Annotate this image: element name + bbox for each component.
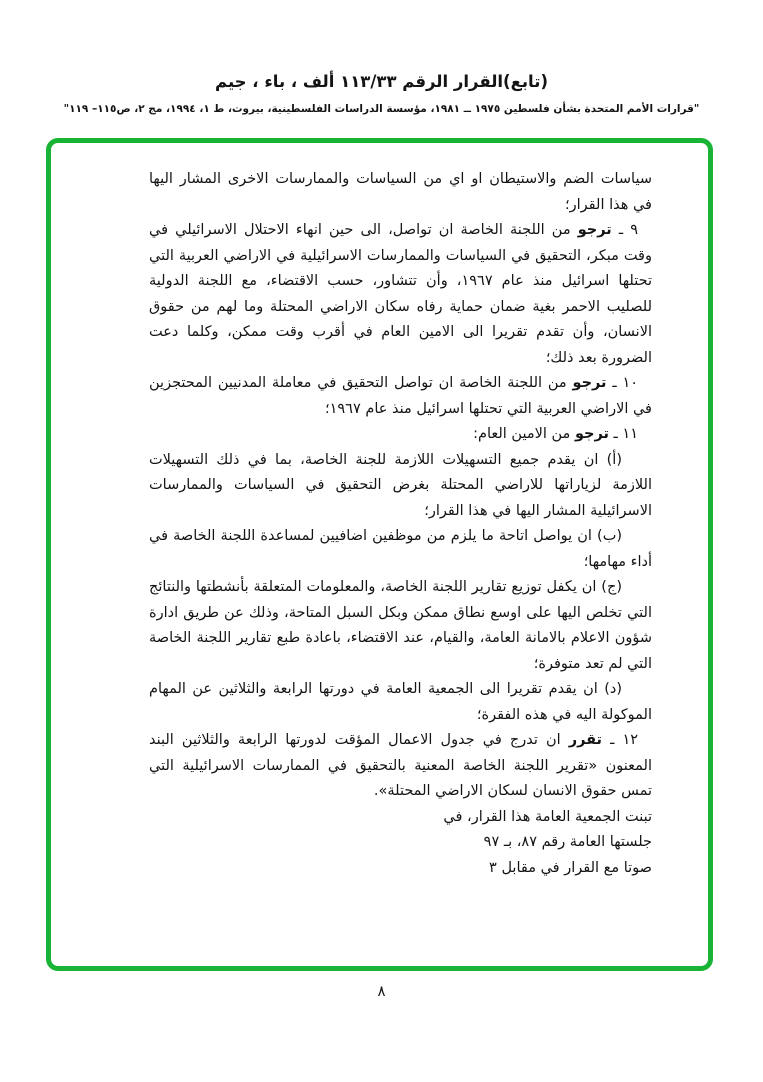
clause-number: ٩ ـ xyxy=(611,222,638,238)
paragraph-10 xyxy=(149,371,652,422)
paragraph-continuation xyxy=(149,167,652,218)
paragraph-text: ان يقدم تقريرا الى الجمعية العامة في دورتها الرابعة والثلاثين عن المهام الموكولة اليه في هذه الفقرة؛ xyxy=(149,681,652,723)
closing-line: جلستها العامة رقم ٨٧، بـ ٩٧ xyxy=(483,834,652,850)
document-frame xyxy=(46,138,713,971)
page-number: ٨ xyxy=(377,982,386,1000)
closing-line: صوتا مع القرار في مقابل ٣ xyxy=(489,859,652,876)
clause-verb: ترجو xyxy=(574,426,609,442)
clause-verb: ترجو xyxy=(577,222,612,238)
clause-letter: (أ) xyxy=(598,451,622,468)
subparagraph-c xyxy=(149,575,652,677)
clause-verb: ترجو xyxy=(572,375,607,391)
clause-letter: (ج) xyxy=(596,579,622,595)
page-title: (تابع)القرار الرقم ١١٣/٣٣ ألف ، باء ، جيم xyxy=(215,72,548,91)
clause-letter: (ب) xyxy=(591,528,622,544)
paragraph-text: ان يواصل اتاحة ما يلزم من موظفين اضافيين لمساعدة اللجنة الخاصة في أداء مهامها؛ xyxy=(149,528,652,570)
subparagraph-d xyxy=(149,677,652,728)
paragraph-text: من اللجنة الخاصة ان تواصل، الى حين انهاء الاحتلال الاسرائيلي في وقت مبكر، التحقيق في السياسات والممارسات الاسرائيلية في الاراضي العربية التي تحتلها اسرائيل منذ عام ١٩٦٧، وأن تتشاور، حسب الاقتضاء، مع اللجنة الدولية للصليب الاحمر بغية ضمان حماية رفاه سكان الاراضي المحتلة وما لهم من حقوق الانسان، وأن تقدم تقريرا الى الامين العام في أقرب وقت ممكن، وكلما دعت الضرورة بعد ذلك؛ xyxy=(149,222,652,366)
clause-letter: (د) xyxy=(597,681,622,697)
citation-line: "قرارات الأمم المتحدة بشأن فلسطين ١٩٧٥ ــ ١٩٨١، مؤسسة الدراسات الفلسطينية، بيروت، ط ١، ١٩٩٤، مج ٢، ص١١٥– ١١٩" xyxy=(63,103,700,115)
subparagraph-b xyxy=(149,524,652,575)
paragraph-text: ان تدرج في جدول الاعمال المؤقت لدورتها الرابعة والثلاثين البند المعنون «تقرير اللجنة الخاصة المعنية بالتحقيق في الممارسات الاسرائيلية التي تمس حقوق الانسان لسكان الاراضي المحتلة». xyxy=(149,732,652,799)
paragraph-9 xyxy=(149,218,652,371)
paragraph-text: من اللجنة الخاصة ان تواصل التحقيق في معاملة المدنيين المحتجزين في الاراضي العربية التي تحتلها اسرائيل منذ عام ١٩٦٧؛ xyxy=(149,375,652,417)
paragraph-text: ان يقدم جميع التسهيلات اللازمة للجنة الخاصة، بما في ذلك التسهيلات اللازمة لزياراتها للاراضي المحتلة بغرض التحقيق في السياسات والممارسات الاسرائيلية المشار اليها في هذا القرار؛ xyxy=(149,451,652,519)
paragraph-12 xyxy=(149,728,652,805)
clause-verb: تقرر xyxy=(568,732,602,748)
closing-line: تبنت الجمعية العامة هذا القرار، في xyxy=(443,808,652,825)
paragraph-text: من الامين العام: xyxy=(473,426,575,442)
subparagraph-a xyxy=(149,448,652,525)
paragraph-text: سياسات الضم والاستيطان او اي من السياسات والممارسات الاخرى المشار اليها في هذا القرار؛ xyxy=(149,171,652,213)
clause-number: ١٢ ـ xyxy=(601,732,639,748)
adoption-note xyxy=(149,805,652,882)
paragraph-text: ان يكفل توزيع تقارير اللجنة الخاصة، والمعلومات المتعلقة بأنشطتها والنتائج التي تخلص اليها على اوسع نطاق ممكن وبكل السبل المتاحة، وذلك عن طريق ادارة شؤون الاعلام بالامانة العامة، والقيام، عند الاقتضاء، باعادة طبع تقارير اللجنة الخاصة التي لم تعد متوفرة؛ xyxy=(149,579,652,672)
paragraph-11 xyxy=(149,422,652,448)
clause-number: ١١ ـ xyxy=(608,426,638,442)
clause-number: ١٠ ـ xyxy=(606,375,639,391)
document-body xyxy=(149,167,652,881)
